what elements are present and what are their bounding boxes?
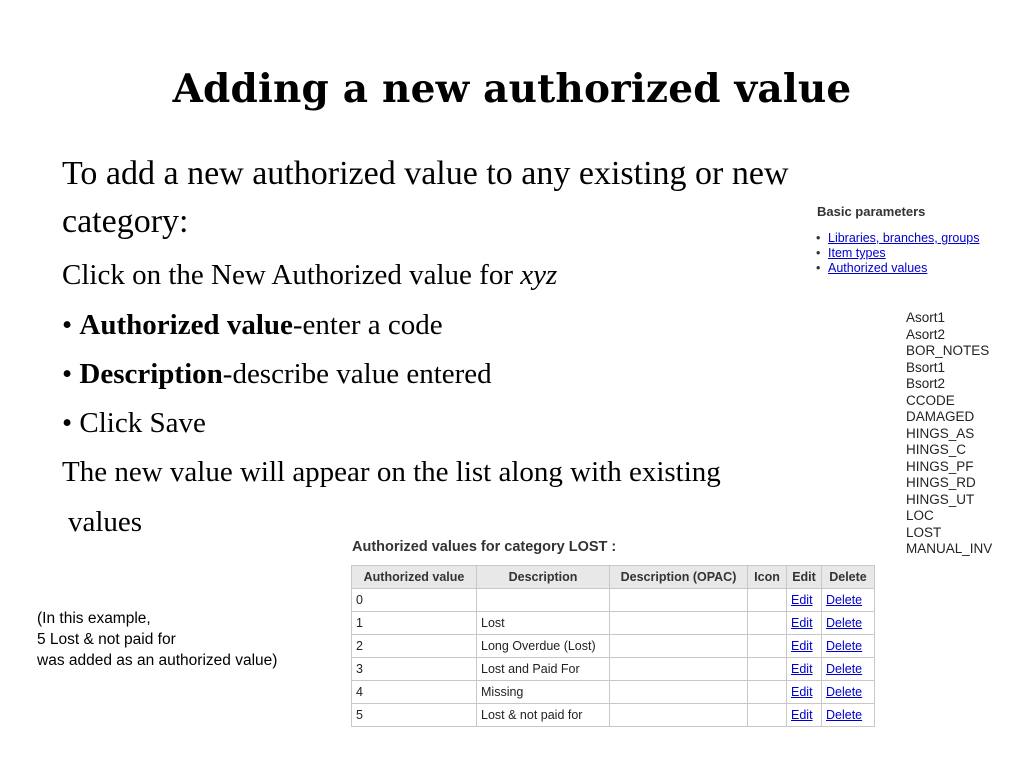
opac-description-cell: [610, 589, 748, 612]
opac-description-cell: [610, 635, 748, 658]
table-header-row: [352, 566, 875, 589]
value-cell: 0: [352, 589, 477, 612]
result-line-1: The new value will appear on the list along with existing: [62, 456, 721, 488]
category-item[interactable]: LOST: [906, 524, 942, 540]
click-instruction: [62, 259, 557, 292]
list-item: [816, 231, 1004, 245]
icon-cell: [748, 704, 787, 727]
table-title: Authorized values for category LOST :: [352, 539, 617, 555]
click-prefix: Click on the New Authorized value for: [62, 259, 521, 291]
bullet-marker: •: [62, 309, 73, 341]
edit-cell: [787, 589, 822, 612]
delete-cell: [822, 681, 875, 704]
bullet-authorized-value: [62, 309, 443, 342]
category-item[interactable]: LOC: [906, 508, 934, 523]
bullet-icon: •: [816, 246, 821, 260]
category-item[interactable]: HINGS_AS: [906, 425, 975, 441]
edit-link[interactable]: Edit: [791, 616, 813, 630]
category-list: [906, 310, 1006, 558]
opac-description-cell: [610, 704, 748, 727]
list-item: [816, 261, 1004, 275]
opac-description-cell: [610, 612, 748, 635]
category-item[interactable]: HINGS_PF: [906, 458, 974, 474]
list-item: [816, 246, 1004, 260]
bullet-click-save: [62, 407, 206, 440]
bullet-icon: •: [816, 231, 821, 245]
category-item[interactable]: Asort2: [906, 326, 946, 342]
icon-cell: [748, 589, 787, 612]
delete-cell: [822, 612, 875, 635]
category-item[interactable]: HINGS_RD: [906, 475, 976, 490]
delete-link[interactable]: Delete: [826, 685, 863, 699]
edit-cell: [787, 612, 822, 635]
bullet-text: -enter a code: [292, 309, 443, 341]
icon-cell: [748, 635, 787, 658]
table-row: [352, 681, 875, 704]
note-line: was added as an authorized value): [37, 652, 278, 669]
bullet-description: [62, 358, 492, 391]
delete-cell: [822, 589, 875, 612]
category-item[interactable]: CCODE: [906, 392, 955, 408]
delete-cell: [822, 635, 875, 658]
icon-cell: [748, 681, 787, 704]
bullet-text: -describe value entered: [222, 358, 492, 390]
icon-cell: [748, 658, 787, 681]
opac-description-cell: [610, 681, 748, 704]
value-cell: 5: [352, 704, 477, 727]
table-row: [352, 612, 875, 635]
authorized-values-table: [351, 565, 875, 727]
libraries-branches-link[interactable]: Libraries, branches, groups: [828, 231, 980, 245]
category-item[interactable]: Asort1: [906, 310, 946, 325]
delete-link[interactable]: Delete: [826, 708, 863, 722]
authorized-values-link[interactable]: Authorized values: [828, 261, 928, 275]
category-item[interactable]: HINGS_UT: [906, 491, 975, 507]
table-row: [352, 704, 875, 727]
column-header: Description (OPAC): [610, 566, 748, 589]
bullet-bold: Authorized value: [79, 309, 293, 341]
value-cell: 3: [352, 658, 477, 681]
delete-link[interactable]: Delete: [826, 593, 863, 607]
edit-cell: [787, 681, 822, 704]
description-cell: Long Overdue (Lost): [477, 635, 610, 658]
basic-parameters-list: [814, 231, 1004, 275]
basic-parameters-heading: Basic parameters: [817, 204, 926, 219]
column-header: Edit: [787, 566, 822, 589]
category-item[interactable]: Bsort2: [906, 376, 946, 391]
description-cell: [477, 589, 610, 612]
description-cell: Lost: [477, 612, 610, 635]
edit-cell: [787, 635, 822, 658]
intro-line-2: category:: [62, 203, 189, 240]
column-header: Delete: [822, 566, 875, 589]
value-cell: 2: [352, 635, 477, 658]
opac-description-cell: [610, 658, 748, 681]
example-note: [37, 608, 277, 671]
note-line: (In this example,: [37, 610, 151, 627]
edit-link[interactable]: Edit: [791, 708, 813, 722]
delete-link[interactable]: Delete: [826, 639, 863, 653]
delete-link[interactable]: Delete: [826, 616, 863, 630]
basic-parameters-panel: [814, 204, 1004, 276]
column-header: Description: [477, 566, 610, 589]
delete-link[interactable]: Delete: [826, 662, 863, 676]
delete-cell: [822, 658, 875, 681]
table-row: [352, 635, 875, 658]
bullet-text: Click Save: [79, 407, 206, 439]
bullet-marker: •: [62, 407, 73, 439]
edit-link[interactable]: Edit: [791, 639, 813, 653]
edit-cell: [787, 704, 822, 727]
slide-title: Adding a new authorized value: [172, 66, 852, 112]
description-cell: Lost & not paid for: [477, 704, 610, 727]
edit-link[interactable]: Edit: [791, 662, 813, 676]
icon-cell: [748, 612, 787, 635]
column-header: Icon: [748, 566, 787, 589]
table-row: [352, 658, 875, 681]
value-cell: 1: [352, 612, 477, 635]
category-item[interactable]: DAMAGED: [906, 409, 975, 424]
description-cell: Missing: [477, 681, 610, 704]
table-row: [352, 589, 875, 612]
value-cell: 4: [352, 681, 477, 704]
edit-cell: [787, 658, 822, 681]
category-placeholder: xyz: [520, 259, 558, 291]
bullet-icon: •: [816, 261, 821, 275]
category-item[interactable]: BOR_NOTES: [906, 343, 990, 358]
item-types-link[interactable]: Item types: [828, 246, 886, 260]
category-item[interactable]: Bsort1: [906, 359, 946, 375]
bullet-marker: •: [62, 358, 73, 390]
result-line-2: values: [68, 506, 143, 538]
intro-line-1: To add a new authorized value to any existing or new: [62, 155, 789, 192]
description-cell: Lost and Paid For: [477, 658, 610, 681]
delete-cell: [822, 704, 875, 727]
category-item[interactable]: HINGS_C: [906, 442, 967, 457]
bullet-bold: Description: [79, 358, 223, 390]
edit-link[interactable]: Edit: [791, 685, 813, 699]
note-line: 5 Lost & not paid for: [37, 631, 176, 648]
column-header: Authorized value: [352, 566, 477, 589]
category-item[interactable]: MANUAL_INV: [906, 541, 993, 556]
edit-link[interactable]: Edit: [791, 593, 813, 607]
